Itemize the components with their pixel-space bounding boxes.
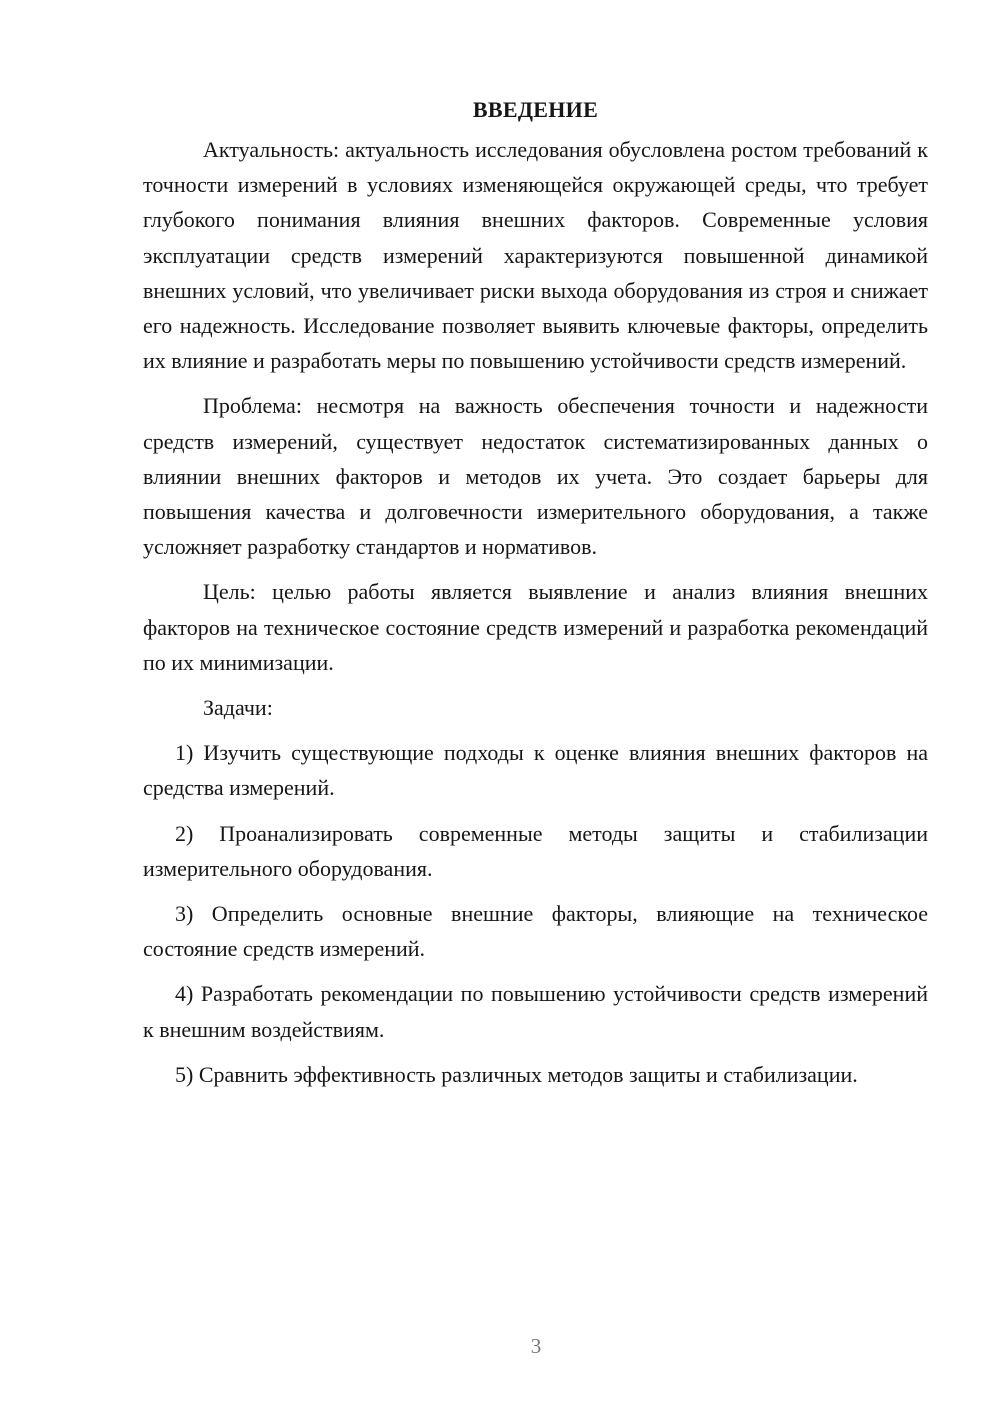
task-item: 1) Изучить существующие подходы к оценке влияния внешних факторов на средства измерений. [143,740,928,801]
problem-paragraph: Проблема: несмотря на важность обеспечения точности и надежности средств измерений, существует недостаток систематизированных данных о влиянии внешних факторов и методов их учета. Это создает барьеры для повышения качества и долговечности измерительного оборудования, а также усложняет разработку стандартов и нормативов. [143,393,928,560]
section-title: ВВЕДЕНИЕ [472,97,599,122]
task-item: 4) Разработать рекомендации по повышению устойчивости средств измерений к внешним воздействиям. [143,981,928,1042]
task-item: 2) Проанализировать современные методы защиты и стабилизации измерительного оборудования. [143,820,928,881]
task-item: 3) Определить основные внешние факторы, влияющие на техническое состояние средств измерений. [143,901,928,962]
tasks-heading: Задачи: [203,695,273,721]
relevance-paragraph: Актуальность: актуальность исследования обусловлена ростом требований к точности измерений в условиях изменяющейся окружающей среды, что требует глубокого понимания влияния внешних факторов. Современные условия эксплуатации средств измерений характеризуются повышенной динамикой внешних условий, что увеличивает риски выхода оборудования из строя и снижает его надежность. Исследование позволяет выявить ключевые факторы, определить их влияние и разработать меры по повышению устойчивости средств измерений. [143,137,928,374]
goal-paragraph: Цель: целью работы является выявление и анализ влияния внешних факторов на техническое состояние средств измерений и разработка рекомендаций по их минимизации. [143,579,928,675]
tasks-list [143,735,928,1092]
page-number: 3 [530,1334,542,1358]
task-item: 5) Сравнить эффективность различных методов защиты и стабилизации. [175,1061,858,1087]
document-page [143,92,928,1102]
